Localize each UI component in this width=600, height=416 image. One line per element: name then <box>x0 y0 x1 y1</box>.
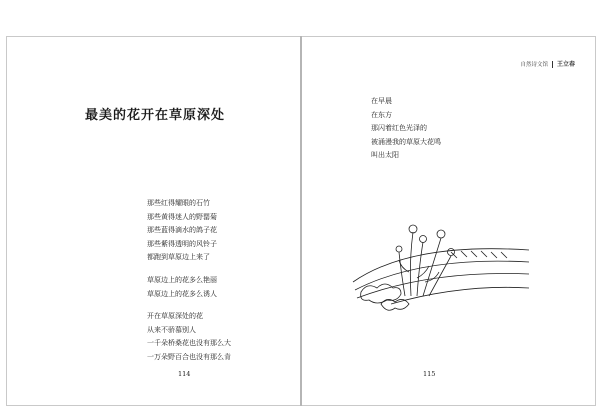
stanza-2 <box>147 274 217 301</box>
poem-line: 那些黄得迷人的野罂菊 <box>147 212 217 221</box>
poem-line: 一万朵野百合也没有那么肯 <box>147 352 231 361</box>
page-number: 114 <box>178 370 191 378</box>
hill-line <box>391 287 529 304</box>
stanza <box>371 95 441 163</box>
poem-line: 那闪着红色光泽的 <box>371 124 427 132</box>
flower-head <box>396 246 402 252</box>
poem-line: 被涌漫我的草原大花鸣 <box>371 137 441 146</box>
poem-line: 草原边上的花多么诱人 <box>147 289 217 298</box>
flower-head <box>437 230 445 238</box>
cloud <box>361 284 401 303</box>
hill-line <box>357 274 529 299</box>
poem-line: 在东方 <box>371 110 392 119</box>
poem-line: 在早晨 <box>371 97 392 105</box>
poem-line: 那些红得耀眼的石竹 <box>147 199 210 207</box>
hatch-line <box>451 251 507 258</box>
poem-line: 那些紫得透明的风铃子 <box>147 239 217 248</box>
grassland-flowers-illustration <box>351 212 531 312</box>
left-page <box>6 36 302 406</box>
flower-stem <box>410 232 413 296</box>
running-head <box>520 59 575 68</box>
poem-line: 叫出太阳 <box>371 151 399 159</box>
right-page <box>300 36 596 406</box>
poem-line: 那些蓝得滴水的鸽子花 <box>147 226 217 234</box>
running-head-divider <box>552 61 553 68</box>
poem-title: 最美的花开在草原深处 <box>84 108 225 123</box>
poem-line: 都跑到草原边上来了 <box>147 253 210 261</box>
author-name: 王立春 <box>556 61 575 68</box>
stanza-3 <box>147 310 231 364</box>
series-name: 自然诗文馆 <box>520 62 548 68</box>
stanza-1 <box>147 197 217 265</box>
poem-line: 从来不骄慕别人 <box>147 325 196 334</box>
flower-head <box>420 236 427 243</box>
flower-stem <box>417 242 423 296</box>
flower-stem <box>429 256 451 296</box>
book-spine-gutter <box>300 36 302 406</box>
poem-line: 草原边上的花多么艳丽 <box>147 276 217 284</box>
hill-line <box>355 261 529 290</box>
page-number: 115 <box>423 370 436 378</box>
poem-line: 一千朵桥桑花也没有那么大 <box>147 339 231 347</box>
flower-head <box>409 225 417 233</box>
poem-line: 开在草原深处的花 <box>147 312 203 320</box>
